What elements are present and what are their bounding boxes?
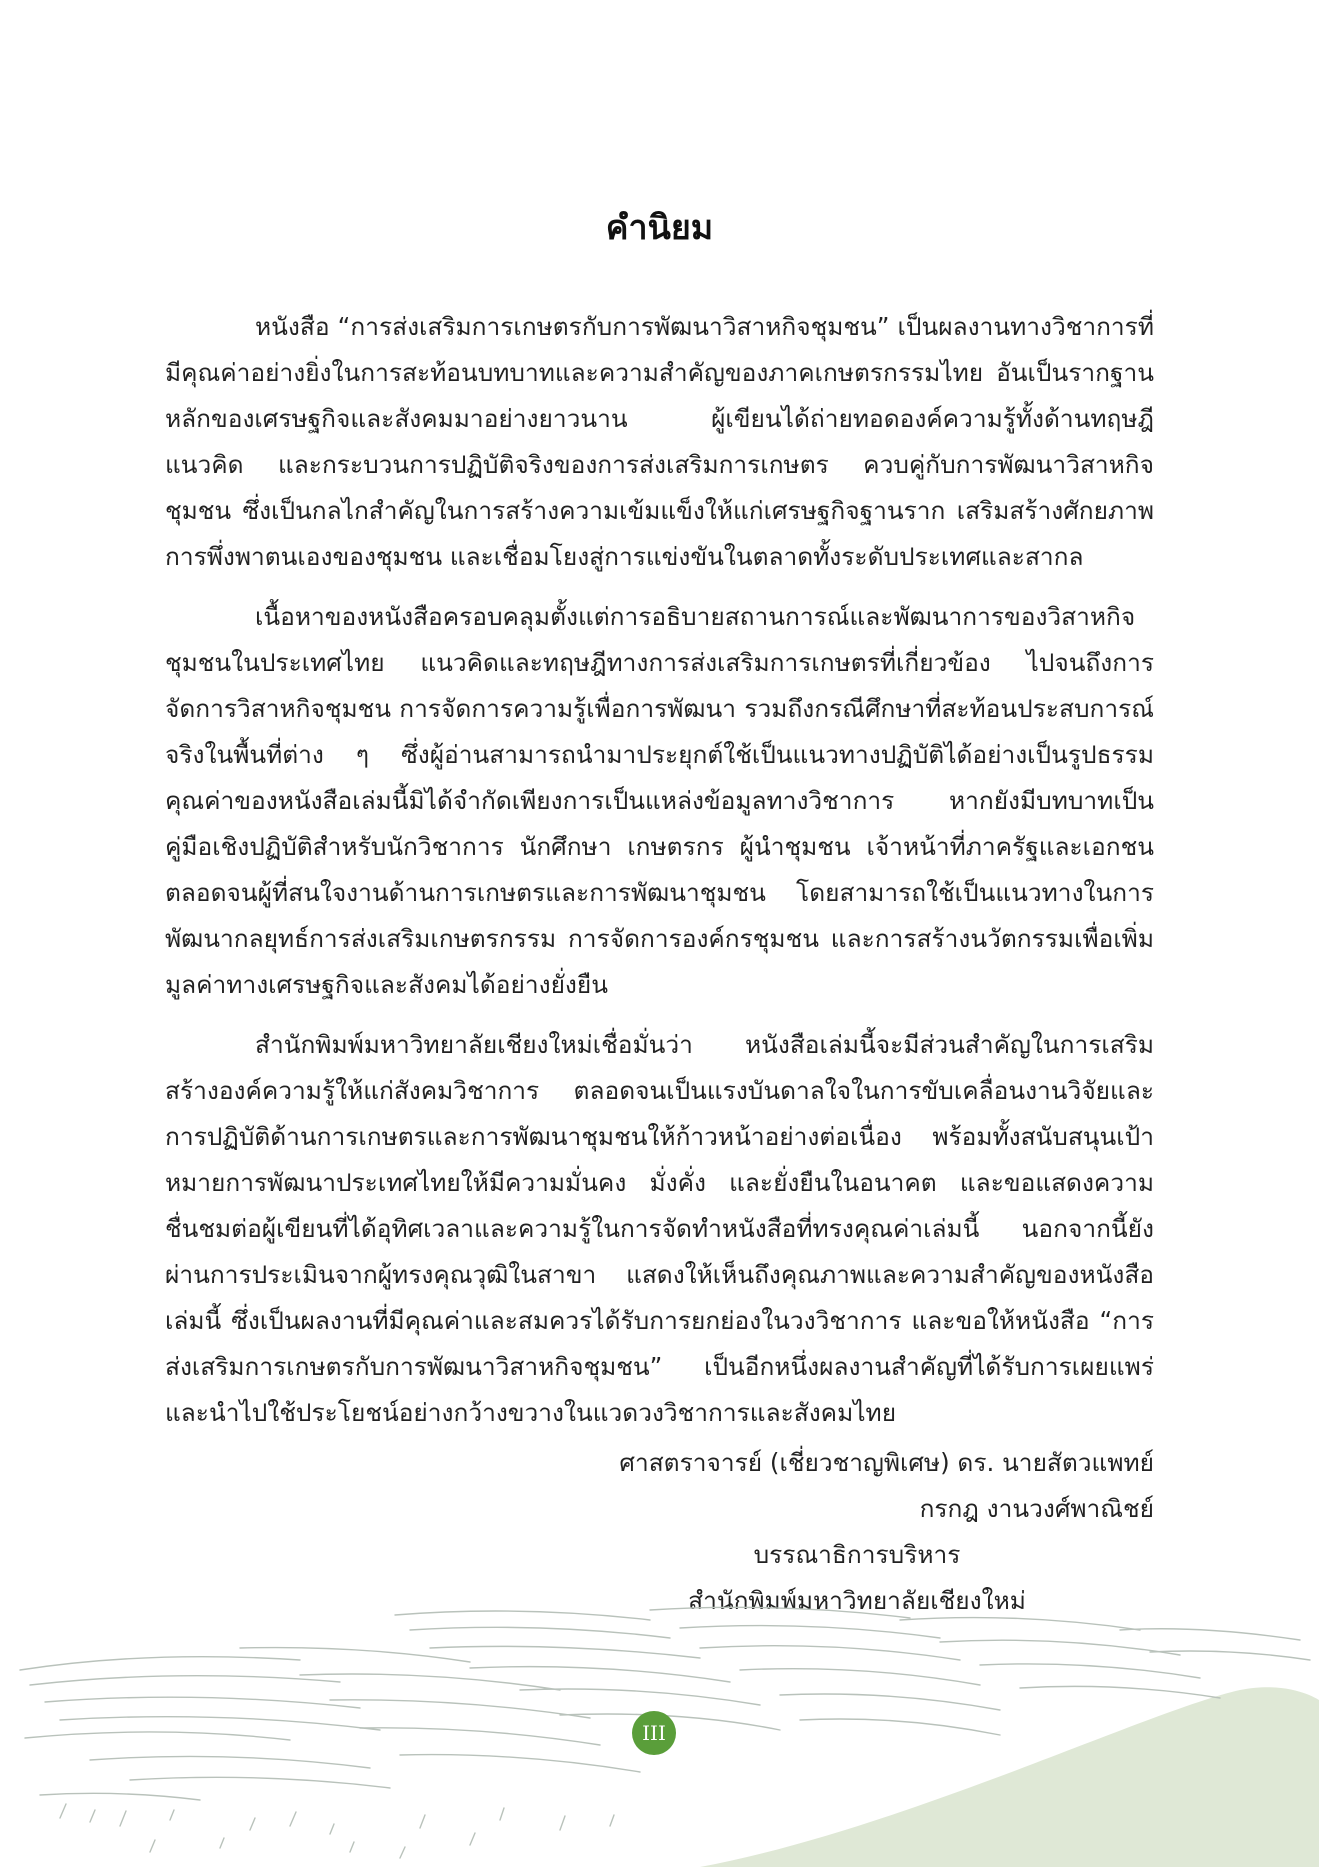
page-number-badge: III [632, 1711, 676, 1755]
signatory-name: ศาสตราจารย์ (เชี่ยวชาญพิเศษ) ดร. นายสัตวแพทย์ กรกฎ งานวงศ์พาณิชย์ [619, 1448, 1154, 1523]
signatory-position: บรรณาธิการบริหาร [753, 1540, 961, 1569]
paragraph-1: หนังสือ “การส่งเสริมการเกษตรกับการพัฒนาวิสาหกิจชุมชน” เป็นผลงานทางวิชาการที่มีคุณค่าอย่างยิ่งในการสะท้อนบทบาทและความสำคัญของภาคเกษตรกรรมไทย อันเป็นรากฐานหลักของเศรษฐกิจและสังคมมาอย่างยาวนาน ผู้เขียนได้ถ่ายทอดองค์ความรู้ทั้งด้านทฤษฎี แนวคิด และกระบวนการปฏิบัติจริงของการส่งเสริมการเกษตร ควบคู่กับการพัฒนาวิสาหกิจชุมชน ซึ่งเป็นกลไกสำคัญในการสร้างความเข้มแข็งให้แก่เศรษฐกิจฐานราก เสริมสร้างศักยภาพการพึ่งพาตนเองของชุมชน และเชื่อมโยงสู่การแข่งขันในตลาดทั้งระดับประเทศและสากล [165, 312, 1154, 571]
paragraph-2: เนื้อหาของหนังสือครอบคลุมตั้งแต่การอธิบายสถานการณ์และพัฒนาการของวิสาหกิจชุมชนในประเทศไทย แนวคิดและทฤษฎีทางการส่งเสริมการเกษตรที่เกี่ยวข้อง ไปจนถึงการจัดการวิสาหกิจชุมชน การจัดการความรู้เพื่อการพัฒนา รวมถึงกรณีศึกษาที่สะท้อนประสบการณ์จริงในพื้นที่ต่าง ๆ ซึ่งผู้อ่านสามารถนำมาประยุกต์ใช้เป็นแนวทางปฏิบัติได้อย่างเป็นรูปธรรม คุณค่าของหนังสือเล่มนี้มิได้จำกัดเพียงการเป็นแหล่งข้อมูลทางวิชาการ หากยังมีบทบาทเป็นคู่มือเชิงปฏิบัติสำหรับนักวิชาการ นักศึกษา เกษตรกร ผู้นำชุมชน เจ้าหน้าที่ภาครัฐและเอกชน ตลอดจนผู้ที่สนใจงานด้านการเกษตรและการพัฒนาชุมชน โดยสามารถใช้เป็นแนวทางในการพัฒนากลยุทธ์การส่งเสริมเกษตรกรรม การจัดการองค์กรชุมชน และการสร้างนวัตกรรมเพื่อเพิ่มมูลค่าทางเศรษฐกิจและสังคมได้อย่างยั่งยืน [165, 602, 1154, 999]
paragraph-3: สำนักพิมพ์มหาวิทยาลัยเชียงใหม่เชื่อมั่นว่า หนังสือเล่มนี้จะมีส่วนสำคัญในการเสริมสร้างองค์ความรู้ให้แก่สังคมวิชาการ ตลอดจนเป็นแรงบันดาลใจในการขับเคลื่อนงานวิจัยและการปฏิบัติด้านการเกษตรและการพัฒนาชุมชนให้ก้าวหน้าอย่างต่อเนื่อง พร้อมทั้งสนับสนุนเป้าหมายการพัฒนาประเทศไทยให้มีความมั่นคง มั่งคั่ง และยั่งยืนในอนาคต และขอแสดงความชื่นชมต่อผู้เขียนที่ได้อุทิศเวลาและความรู้ในการจัดทำหนังสือที่ทรงคุณค่าเล่มนี้ นอกจากนี้ยังผ่านการประเมินจากผู้ทรงคุณวุฒิในสาขา แสดงให้เห็นถึงคุณภาพและความสำคัญของหนังสือเล่มนี้ ซึ่งเป็นผลงานที่มีคุณค่าและสมควรได้รับการยกย่องในวงวิชาการ และขอให้หนังสือ “การส่งเสริมการเกษตรกับการพัฒนาวิสาหกิจชุมชน” เป็นอีกหนึ่งผลงานสำคัญที่ได้รับการเผยแพร่และนำไปใช้ประโยชน์อย่างกว้างขวางในแวดวงวิชาการและสังคมไทย [165, 1030, 1154, 1427]
body-text [165, 304, 1154, 1450]
page-title: คำนิยม [605, 208, 714, 248]
signatory-organization: สำนักพิมพ์มหาวิทยาลัยเชียงใหม่ [688, 1586, 1026, 1615]
green-wave-shape [700, 1687, 1319, 1867]
